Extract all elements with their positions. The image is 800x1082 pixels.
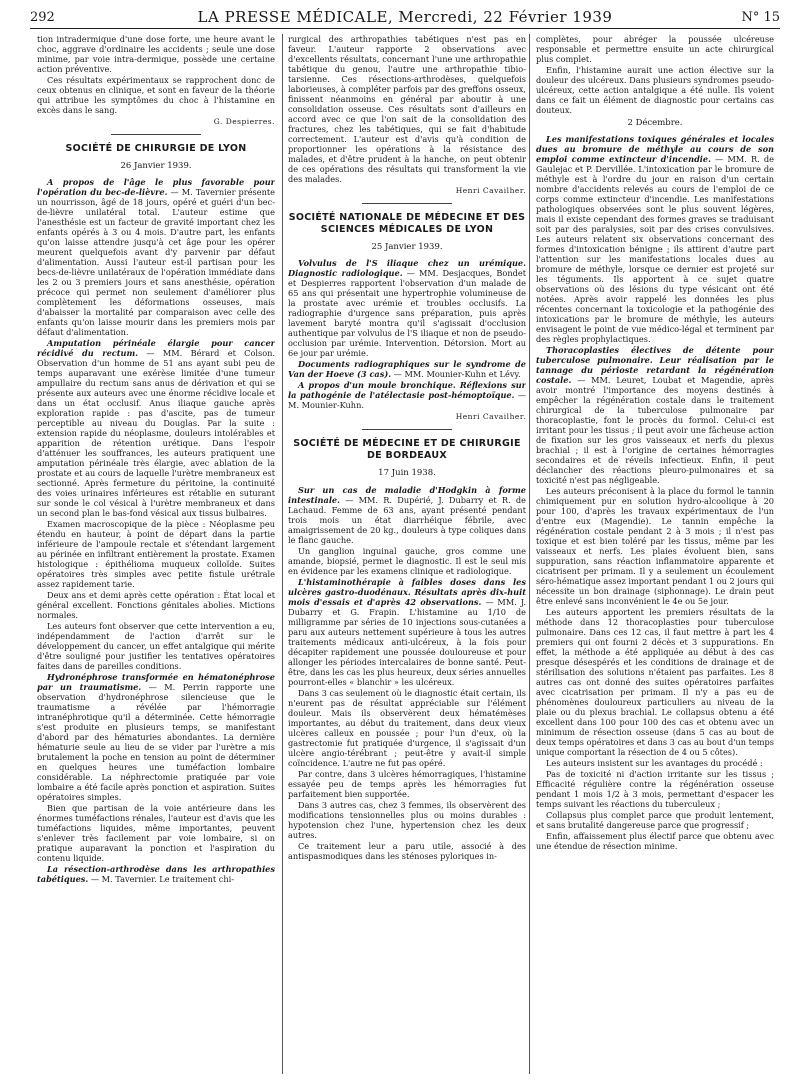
signature: Henri Cavailher.: [455, 412, 526, 422]
article: [288, 359, 526, 379]
article-title: La résection-arthrodèse dans les arthropathies tabétiques.: [37, 864, 275, 885]
article: [37, 672, 275, 802]
article-body: — MM. Desjacques, Bondet et Despierres rapportent l'observation d'un malade de 65 ans qui présentait une hypertrophie volumineuse de la prostate avec urémie et troubles occlusifs. La radiographie d'urgence sans préparation, puis après lavement baryté montra qu'il s'agissait d'occlusion authentique par volvulus de l'S iliaque et non de pseudo-occlusion par urémie. Intervention. Détorsion. Mort au 6e jour par urémie.: [288, 268, 526, 359]
paragraph: Ces résultats expérimentaux se rapprochent donc de ceux obtenus en clinique, et sont en faveur de la théorie qui attribue les symptômes du choc à l'histamine en excès dans le sang.: [37, 75, 275, 115]
paragraph: Ce traitement leur a paru utile, associé à des antispasmodiques dans les sténoses pyloriques in-: [288, 840, 526, 861]
paragraph: Dans 3 autres cas, chez 3 femmes, ils observèrent des modifications tensionnelles plus ou moins durables : hypotension chez l'une, hypertension chez les deux autres.: [288, 799, 526, 840]
paragraph: Pas de toxicité ni d'action irritante sur les tissus ; Efficacité régulière contre la régénération osseuse pendant 1 mois 1/2 à 3 mois, permettant d'espacer les temps suivant les réactions du tuberculeux ;: [536, 769, 774, 810]
paragraph: tion intradermique d'une dose forte, une heure avant le choc, aggrave d'ordinaire les accidents ; seule une dose minime, par voie intra-dermique, possède une certaine action préventive.: [37, 34, 275, 74]
article-body: — M. Tavernier présente un nourrisson, âgé de 18 jours, opéré et guéri d'un bec-de-lièvre unilatéral total. L'auteur estime que l'anesthésie est un facteur de gravité important chez les enfants opérés à 3 ou 4 mois. D'autre part, les enfants qu'on laisse attendre jusqu'à cet âge pour les opérer meurent quelquefois avant d'y parvenir par défaut d'alimentation. Aussi l'auteur est-il partisan pour les becs-de-lièvre unilatéraux de l'opération immédiate dans les 2 ou 3 premiers jours et sans anesthésie, opération précoce qui permet non seulement d'améliorer plus complètement les déformations osseuses, mais d'abaisser la mortalité par comparaison avec celle des enfants qu'on laisse mourir dans les premiers mois par défaut d'alimentation.: [37, 187, 275, 338]
paragraph: Un ganglion inguinal gauche, gros comme une amande, biopsié, permet le diagnostic. Il est le seul mis en évidence par les examens clinique et radiologique.: [288, 545, 526, 576]
paragraph: Examen macroscopique de la pièce : Néoplasme peu étendu en hauteur, à point de départ dans la partie inférieure de l'ampoule rectale et s'étendant largement au périnée en infiltrant entièrement la prostate. Examen histologique : épithélioma muqueux colloïde. Suites opératoires très simples avec petite fistule urétrale assez rapidement tarie.: [37, 519, 275, 590]
column-divider: [282, 34, 283, 1074]
article-title: L'histaminothérapie à faibles doses dans les ulcères gastro-duodénaux. Résultats après dix-huit mois d'essais et d'après 42 observations.: [288, 576, 526, 607]
article: [37, 338, 275, 518]
paragraph: Deux ans et demi après cette opération : État local et général excellent. Fonctions génitales abolies. Mictions normales.: [37, 590, 275, 621]
section-heading: SOCIÉTÉ NATIONALE DE MÉDECINE ET DES SCIENCES MÉDICALES DE LYON: [288, 212, 526, 236]
section-separator: [362, 429, 452, 430]
section-separator: [111, 134, 201, 135]
paragraph: complètes, pour abréger la poussée ulcéreuse responsable et permettre ensuite un acte chirurgical plus complet.: [536, 34, 774, 64]
article: [288, 380, 526, 410]
article: [536, 345, 774, 485]
signature: Henri Cavailher.: [455, 186, 526, 195]
page-header: [30, 6, 780, 28]
article: [37, 177, 275, 337]
column-middle: [288, 34, 526, 1074]
article-body: — MM. Mounier-Kuhn et Lévy.: [393, 369, 521, 380]
section-separator: [362, 203, 452, 204]
paragraph: Dans 3 cas seulement où le diagnostic était certain, ils n'eurent pas de résultat appréciable sur l'élément douleur. Mais ils observèrent deux hématémèses importantes, au début du traitement, dans deux vieux ulcères calleux en poussée ; pour l'un d'eux, où la gastrectomie fut pratiquée d'urgence, il s'agissait d'un ulcère angio-térébrant ; peut-être y avait-il simple coïncidence. L'autre ne fut pas opéré.: [288, 687, 526, 768]
journal-title: LA PRESSE MÉDICALE, Mercredi, 22 Février 1939: [197, 8, 613, 26]
article-body: — MM. R. de Gaulejac et P. Dervillée. L'intoxication par le bromure de méthyle est à l'ordre du jour en raison d'un certain nombre d'accidents relevés au cours de l'emploi de ce corps comme extincteur d'incendie. Les manifestations pathologiques observées sont le plus souvent légères, mais il existe cependant des formes graves se traduisant soit par des paralysies, soit par des crises convulsives. Les auteurs relatent six observations concernant des formes d'intoxication bénigne ; ils attirent d'autre part l'attention sur les manifestations locales dues au bromure de méthyle, lorsque ce dernier est projeté sur les téguments. Ils apportent à ce sujet quatre observations où des lésions du type vésicant ont été notées. Après avoir rappelé les données les plus récentes concernant la toxicologie et la pathogénie des intoxications par le bromure de méthyle, les auteurs envisagent le point de vue médico-légal et terminent par des règles prophylactiques.: [536, 154, 774, 345]
article: [288, 577, 526, 687]
paragraph: Les auteurs insistent sur les avantages du procédé :: [546, 758, 763, 769]
session-date: 2 Décembre.: [627, 118, 683, 128]
article-body: — MM. R. Dupérié, J. Dubarry et R. de Lachaud. Femme de 63 ans, ayant présenté pendant trois mois un état diarrhéique fébrile, avec amaigrissement de 20 kg., douleurs à type coliques dans le flanc gauche.: [288, 494, 526, 545]
session-date: 17 Juin 1938.: [378, 468, 436, 479]
article-title: Amputation périnéale élargie pour cancer récidivé du rectum.: [37, 338, 275, 359]
article-body: — M. Tavernier. Le traitement chi-: [90, 874, 235, 885]
article-body: — MM. Bérard et Colson. Observation d'un homme de 51 ans ayant subi peu de temps auparavant une exérèse limitée d'une tumeur ampullaire du rectum sans anus de dérivation et qui se présente aux auteurs avec une énorme récidive locale et dans un état occlusif. Anus iliaque gauche après exploration rapide : pas d'ascite, pas de tumeur perceptible au niveau du Douglas. Par la suite : extension rapide du néoplasme, douleurs intolérables et apparition de rétention urétique. Dans l'espoir d'atténuer les souffrances, les auteurs pratiquent une amputation périnéale très élargie, avec ablation de la prostate et au cours de laquelle l'urètre membraneux est sectionné. Après fermeture du péritoine, la continuité des voies urinaires inférieures est rétablie en suturant sur sonde le col vésical à l'urètre membraneux et dans un second plan le bas-fond vésical aux tissus bulbaires.: [37, 348, 275, 519]
article: [288, 485, 526, 545]
column-left: [37, 34, 275, 1074]
header-rule: [30, 28, 780, 29]
paragraph: Collapsus plus complet parce que produit lentement, et sans brutalité dangereuse parce que progressif ;: [536, 810, 774, 831]
paragraph: Enfin, affaissement plus électif parce que obtenu avec une étendue de résection minime.: [536, 831, 774, 852]
article-title: A propos de l'âge le plus favorable pour l'opération du bec-de-lièvre.: [37, 177, 275, 198]
paragraph: Les auteurs préconisent à la place du formol le tannin chimiquement pur en solution hydro-alcoolique à 20 pour 100, d'après les travaux expérimentaux de l'un d'entre eux (Magendie). Le tannin empêche la régénération costale pendant 2 à 3 mois ; il n'est pas toxique et est bien toléré par les tissus, même par les vaisseaux et nerfs. Les plaies évoluent bien, sans suppuration, sans réaction inflammatoire apparente et cicatrisent per primam. Il y a seulement un écoulement séro-hématique assez important pendant 1 ou 2 jours qui nécessite un bon drainage (siphonnage). Le drain peut être enlevé sans inconvénient le 4e ou 5e jour.: [536, 486, 774, 607]
section-heading: SOCIÉTÉ DE CHIRURGIE DE LYON: [65, 143, 247, 155]
issue-number: N° 15: [741, 10, 780, 25]
paragraph: Par contre, dans 3 ulcères hémorragiques, l'histamine essayée peu de temps après les hémorragies fut parfaitement bien supportée.: [288, 768, 526, 799]
session-date: 25 Janvier 1939.: [371, 241, 443, 252]
column-divider: [529, 34, 530, 1074]
paragraph: Les auteurs apportent les premiers résultats de la méthode dans 12 thoracoplasties pour tuberculose pulmonaire. Dans ces 12 cas, il faut mettre à part les 4 premiers qui ont fourni 2 décès et 3 suppurations. En effet, la méthode a été appliquée au début à des cas presque désespérés et les conditions de drainage et de stérilisation des solutions n'étaient pas parfaites. Les 8 autres cas ont donné des suites opératoires parfaites avec cicatrisation per primam. Il n'y a pas eu de phénomènes douloureux particuliers au niveau de la plaie ou du plexus brachial. Le collapsus obtenu a été excellent dans 100 pour 100 des cas et obtenu avec un minimum de résection osseuse (dans 5 cas au bout de deux temps opératoires et dans 3 cas au bout d'un temps unique comportant la résection de 4 ou 5 côtes).: [536, 607, 774, 758]
column-right: [536, 34, 774, 1074]
session-date: 26 Janvier 1939.: [120, 161, 192, 172]
paragraph: Les auteurs font observer que cette intervention a eu, indépendamment de l'action d'arrêt sur le développement du cancer, un effet antalgique qui mérite d'être souligné pour justifier les tentatives opératoires faites dans de pareilles conditions.: [37, 621, 275, 672]
article: [536, 134, 774, 344]
article-title: Les manifestations toxiques générales et locales dues au bromure de méthyle au cours de son emploi comme extincteur d'incendie.: [536, 134, 774, 165]
paragraph: rurgical des arthropathies tabétiques n'est pas en faveur. L'auteur rapporte 2 observations avec d'excellents résultats, concernant l'une une arthropathie tabétique du genou, l'autre une arthropathie tibio-tarsienne. Ces résections-arthrodèses, quelquefois laborieuses, à compléter parfois par des greffons osseux, finissent néanmoins en général par aboutir à une consolidation osseuse. Ces résultats sont d'ailleurs en accord avec ce que l'on sait de la consolidation des fractures, chez les tabétiques, qui se fait d'habitude correctement. L'auteur est d'avis qu'à condition de proportionner les opérations à la résistance des malades, et d'être prudent à la hanche, on peut obtenir de ces opérations des résultats qui transforment la vie des malades.: [288, 34, 526, 184]
article-body: — MM. Leuret, Loubat et Magendie, après avoir montré l'importance des moyens destinés à empêcher la régénération costale dans le traitement chirurgical de la tuberculose pulmonaire par thoracoplastie, font le procès du formol. Celui-ci est irritant pour les tissus ; il peut avoir une fâcheuse action de fixation sur les gros vaisseaux et nerfs du plexus brachial ; il est à l'origine de certaines hémorragies secondaires et de réveils infectieux. Enfin, il peut déclancher des réactions pleuro-pulmonaires et sa toxicité n'est pas négligeable.: [536, 375, 774, 486]
paragraph: Enfin, l'histamine aurait une action élective sur la douleur des ulcéreux. Dans plusieurs syndromes pseudo-ulcéreux, cette action antalgique a été nulle. Ils voient dans ce fait un élément de diagnostic pour certains cas douteux.: [536, 65, 774, 115]
article-body: — M. Mounier-Kuhn.: [288, 390, 526, 411]
signature: G. Despierres.: [213, 117, 275, 126]
article-title: Hydronéphrose transformée en hématonéphrose par un traumatisme.: [37, 672, 275, 693]
article: [288, 258, 526, 358]
article-title: A propos d'un moule bronchique. Réflexions sur la pathogénie de l'atélectasie post-hémoptoïque.: [288, 380, 526, 401]
paragraph: Bien que partisan de la voie antérieure dans les énormes tuméfactions rénales, l'auteur est d'avis que les tuméfactions liquides, même importantes, peuvent s'enlever très facilement par voie lombaire, si on pratique auparavant la ponction et l'aspiration du contenu liquide.: [37, 803, 275, 864]
article-title: Thoracoplasties électives de détente pour tuberculose pulmonaire. Leur réalisation par le tannage du périoste retardant la régénération costale.: [536, 345, 774, 386]
article-body: — MM. J. Dubarry et G. Frapin. L'histamine au 1/10 de milligramme par séries de 10 injections sous-cutanées a paru aux auteurs nettement supérieure à tous les autres traitements médicaux anti-ulcéreux, à la fois pour décapiter rapidement une poussée douloureuse et pour allonger les périodes intercalaires de bonne santé. Peut-être, dans les cas les plus heureux, deux séries annuelles pourront-elles « blanchir » les ulcéreux.: [288, 596, 526, 687]
section-heading: SOCIÉTÉ DE MÉDECINE ET DE CHIRURGIE DE BORDEAUX: [293, 438, 521, 462]
article-title: Documents radiographiques sur le syndrome de Van der Hoeve (3 cas).: [288, 359, 526, 380]
article-title: Volvulus de l'S iliaque chez un urémique. Diagnostic radiologique.: [288, 258, 526, 279]
article: [37, 864, 275, 884]
article-body: — M. Perrin rapporte une observation d'hydronéphrose silencieuse que le traumatisme a révélée par l'hémorragie intranéphrotique qu'il a déterminée. Cette hémorragie s'est produite en plusieurs temps, se manifestant d'abord par des hématuries abondantes. La dernière hématurie seule au lieu de se vider par l'urètre a mis brutalement la poche en tension au point de déterminer en quelques heures une tuméfaction lombaire considérable. La néphrectomie pratiquée par voie lombaire a été facile après ponction et aspiration. Suites opératoires simples.: [37, 682, 275, 803]
article-title: Sur un cas de maladie d'Hodgkin à forme intestinale.: [288, 484, 526, 505]
page-number: 292: [30, 10, 55, 25]
